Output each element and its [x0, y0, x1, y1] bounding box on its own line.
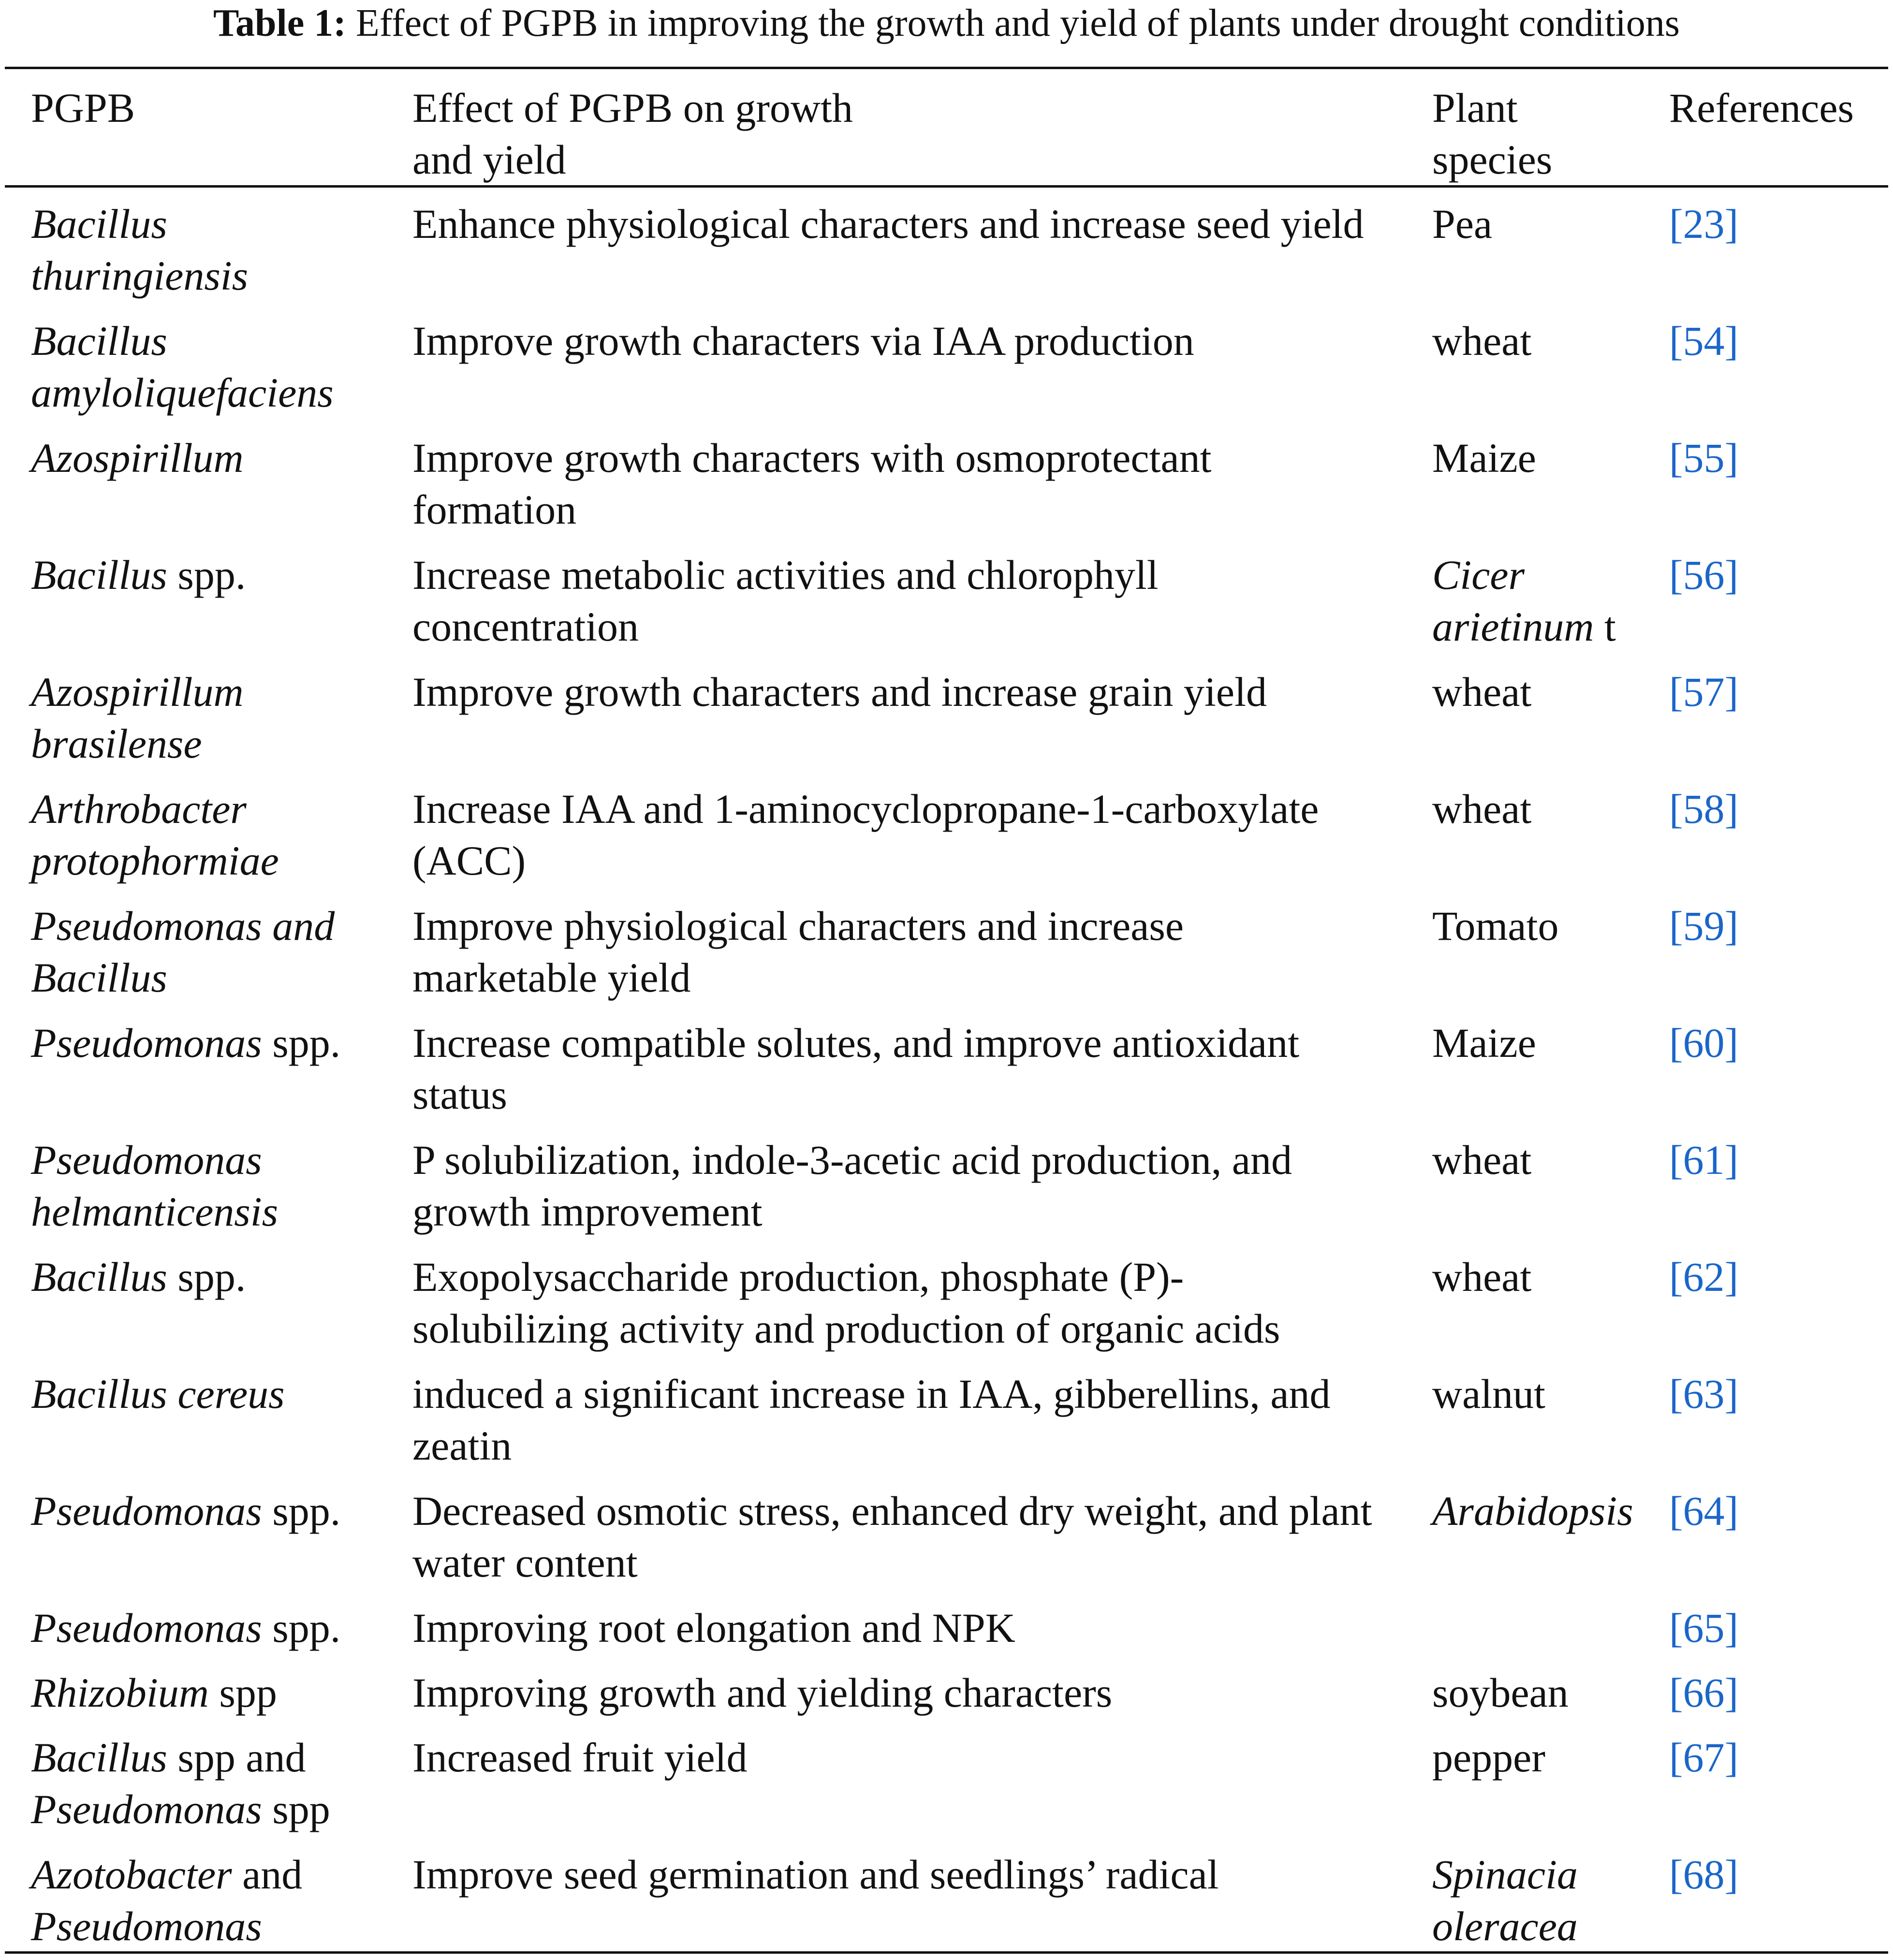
reference-link[interactable]: 56 — [1683, 552, 1725, 598]
cell-plant-species — [1432, 1849, 1669, 1952]
ref-close-bracket: ] — [1724, 435, 1739, 481]
cell-reference — [1669, 1251, 1882, 1303]
reference-link[interactable]: 66 — [1683, 1669, 1725, 1716]
table-caption-text: Effect of PGPB in improving the growth and yield of plants under drought conditions — [355, 2, 1680, 44]
cell-pgpb — [31, 1732, 398, 1835]
cell-plant-species — [1432, 1732, 1669, 1784]
text-segment: Pseudomonas — [31, 1488, 262, 1534]
ref-close-bracket: ] — [1724, 1137, 1739, 1183]
reference-link[interactable]: 58 — [1683, 786, 1725, 832]
text-line: Increase compatible solutes, and improve antioxidant — [412, 1020, 1300, 1066]
cell-effect — [412, 1485, 1433, 1589]
text-segment: wheat — [1432, 318, 1532, 364]
cell-reference — [1669, 198, 1882, 250]
ref-open-bracket: [ — [1669, 903, 1683, 949]
cell-pgpb — [31, 1368, 398, 1420]
text-segment: Bacillus — [31, 954, 167, 1001]
text-segment: oleracea — [1432, 1903, 1578, 1949]
cell-reference — [1669, 1368, 1882, 1420]
ref-open-bracket: [ — [1669, 1851, 1683, 1898]
text-line: Improve growth characters with osmoprotectant — [412, 435, 1212, 481]
text-line: Improving root elongation and NPK — [412, 1605, 1015, 1651]
header-species-line1: Plant — [1432, 85, 1518, 131]
ref-open-bracket: [ — [1669, 552, 1683, 598]
cell-plant-species — [1432, 783, 1669, 835]
cell-effect — [412, 1134, 1433, 1238]
cell-effect — [412, 1667, 1433, 1719]
text-segment: t — [1594, 603, 1616, 650]
reference-link[interactable]: 68 — [1683, 1851, 1725, 1898]
cell-pgpb — [31, 1134, 398, 1238]
reference-link[interactable]: 59 — [1683, 903, 1725, 949]
ref-open-bracket: [ — [1669, 669, 1683, 715]
text-line: Exopolysaccharide production, phosphate (P)- — [412, 1254, 1184, 1300]
text-segment: arietinum — [1432, 603, 1594, 650]
text-line: growth improvement — [412, 1188, 763, 1235]
text-segment: soybean — [1432, 1669, 1569, 1716]
cell-pgpb — [31, 549, 398, 601]
text-line: Increased fruit yield — [412, 1734, 748, 1781]
text-segment: protophormiae — [31, 837, 279, 884]
text-segment: pepper — [1432, 1734, 1545, 1781]
ref-open-bracket: [ — [1669, 1605, 1683, 1651]
cell-plant-species — [1432, 549, 1669, 653]
cell-plant-species — [1432, 1017, 1669, 1069]
cell-reference — [1669, 900, 1882, 952]
cell-plant-species — [1432, 1134, 1669, 1186]
table-bottom-rule — [5, 1951, 1888, 1954]
text-line: formation — [412, 486, 577, 533]
text-segment: Spinacia — [1432, 1851, 1578, 1898]
cell-reference — [1669, 549, 1882, 601]
ref-close-bracket: ] — [1724, 1020, 1739, 1066]
reference-link[interactable]: 54 — [1683, 318, 1725, 364]
reference-link[interactable]: 23 — [1683, 201, 1725, 247]
text-line: induced a significant increase in IAA, gibberellins, and — [412, 1371, 1331, 1417]
cell-plant-species — [1432, 432, 1669, 484]
cell-effect — [412, 1251, 1433, 1355]
text-segment: helmanticensis — [31, 1188, 279, 1235]
reference-link[interactable]: 62 — [1683, 1254, 1725, 1300]
reference-link[interactable]: 55 — [1683, 435, 1725, 481]
ref-close-bracket: ] — [1724, 1669, 1739, 1716]
text-line: Improve growth characters and increase grain yield — [412, 669, 1267, 715]
cell-effect — [412, 1849, 1433, 1901]
ref-close-bracket: ] — [1724, 552, 1739, 598]
cell-pgpb — [31, 1017, 398, 1069]
text-segment: Bacillus — [31, 1254, 167, 1300]
text-segment: Rhizobium — [31, 1669, 209, 1716]
ref-close-bracket: ] — [1724, 1371, 1739, 1417]
cell-pgpb — [31, 432, 398, 484]
text-line: concentration — [412, 603, 639, 650]
header-references-label: References — [1669, 85, 1854, 131]
text-segment: spp. — [167, 552, 246, 598]
cell-reference — [1669, 1485, 1882, 1537]
cell-effect — [412, 315, 1433, 367]
text-line: Improve seed germination and seedlings’ radical — [412, 1851, 1219, 1898]
cell-plant-species — [1432, 1368, 1669, 1420]
cell-pgpb — [31, 1485, 398, 1537]
text-segment: Arabidopsis — [1432, 1488, 1633, 1534]
text-segment: Pseudomonas and — [31, 903, 335, 949]
ref-open-bracket: [ — [1669, 435, 1683, 481]
text-segment: Pseudomonas — [31, 1903, 262, 1949]
table-caption-label: Table 1: — [213, 2, 346, 44]
cell-plant-species — [1432, 1667, 1669, 1719]
text-segment: spp. — [262, 1605, 341, 1651]
cell-effect — [412, 666, 1433, 718]
cell-effect — [412, 549, 1433, 653]
text-segment: Bacillus cereus — [31, 1371, 285, 1417]
ref-open-bracket: [ — [1669, 318, 1683, 364]
cell-pgpb — [31, 1667, 398, 1719]
text-line: Decreased osmotic stress, enhanced dry weight, and plant — [412, 1488, 1372, 1534]
cell-effect — [412, 1732, 1433, 1784]
cell-plant-species — [1432, 900, 1669, 952]
cell-reference — [1669, 1017, 1882, 1069]
text-segment: brasilense — [31, 720, 202, 767]
text-line: Improving growth and yielding characters — [412, 1669, 1113, 1716]
cell-reference — [1669, 666, 1882, 718]
cell-reference — [1669, 1667, 1882, 1719]
header-species — [1432, 82, 1669, 186]
header-effect-line2: and yield — [412, 136, 566, 183]
text-segment: spp. — [167, 1254, 246, 1300]
cell-effect — [412, 900, 1433, 1004]
ref-open-bracket: [ — [1669, 1488, 1683, 1534]
ref-open-bracket: [ — [1669, 1371, 1683, 1417]
cell-reference — [1669, 783, 1882, 835]
header-effect — [412, 82, 1433, 186]
cell-pgpb — [31, 1849, 398, 1952]
text-segment: Pseudomonas — [31, 1605, 262, 1651]
text-segment: spp — [208, 1669, 277, 1716]
cell-plant-species — [1432, 1485, 1669, 1537]
text-segment: wheat — [1432, 786, 1532, 832]
cell-plant-species — [1432, 1251, 1669, 1303]
ref-close-bracket: ] — [1724, 1254, 1739, 1300]
text-line: status — [412, 1071, 507, 1118]
reference-link[interactable]: 65 — [1683, 1605, 1725, 1651]
reference-link[interactable]: 64 — [1683, 1488, 1725, 1534]
header-pgpb — [31, 82, 398, 134]
cell-pgpb — [31, 1602, 398, 1654]
ref-open-bracket: [ — [1669, 1669, 1683, 1716]
cell-reference — [1669, 1602, 1882, 1654]
ref-close-bracket: ] — [1724, 786, 1739, 832]
cell-effect — [412, 1602, 1433, 1654]
ref-open-bracket: [ — [1669, 1020, 1683, 1066]
cell-reference — [1669, 1849, 1882, 1901]
text-segment: amyloliquefaciens — [31, 369, 334, 416]
text-segment: Azotobacter — [31, 1851, 232, 1898]
ref-open-bracket: [ — [1669, 1137, 1683, 1183]
table-header — [0, 82, 1893, 189]
text-line: water content — [412, 1539, 638, 1586]
header-references — [1669, 82, 1882, 134]
text-line: Increase metabolic activities and chlorophyll — [412, 552, 1159, 598]
cell-pgpb — [31, 315, 398, 419]
text-segment: Bacillus — [31, 552, 167, 598]
cell-pgpb — [31, 666, 398, 770]
text-line: (ACC) — [412, 837, 526, 884]
cell-reference — [1669, 315, 1882, 367]
cell-plant-species — [1432, 198, 1669, 250]
text-segment: thuringiensis — [31, 252, 249, 299]
text-segment: wheat — [1432, 1254, 1532, 1300]
cell-effect — [412, 198, 1433, 250]
text-segment: spp — [262, 1786, 330, 1832]
cell-plant-species — [1432, 666, 1669, 718]
text-line: zeatin — [412, 1422, 512, 1469]
text-line: marketable yield — [412, 954, 691, 1001]
ref-close-bracket: ] — [1724, 669, 1739, 715]
text-segment: spp and — [167, 1734, 306, 1781]
text-segment: Maize — [1432, 1020, 1536, 1066]
header-pgpb-label: PGPB — [31, 85, 135, 131]
cell-reference — [1669, 1134, 1882, 1186]
cell-effect — [412, 432, 1433, 536]
ref-open-bracket: [ — [1669, 201, 1683, 247]
header-effect-line1: Effect of PGPB on growth — [412, 85, 853, 131]
ref-close-bracket: ] — [1724, 1488, 1739, 1534]
text-line: solubilizing activity and production of organic acids — [412, 1305, 1280, 1352]
cell-effect — [412, 1017, 1433, 1121]
text-segment: wheat — [1432, 1137, 1532, 1183]
ref-close-bracket: ] — [1724, 1605, 1739, 1651]
ref-close-bracket: ] — [1724, 1851, 1739, 1898]
ref-open-bracket: [ — [1669, 1254, 1683, 1300]
text-line: Improve growth characters via IAA production — [412, 318, 1194, 364]
ref-close-bracket: ] — [1724, 1734, 1739, 1781]
text-line: Increase IAA and 1-aminocyclopropane-1-carboxylate — [412, 786, 1319, 832]
cell-plant-species — [1432, 315, 1669, 367]
ref-open-bracket: [ — [1669, 786, 1683, 832]
text-segment: walnut — [1432, 1371, 1546, 1417]
text-segment: and — [232, 1851, 303, 1898]
table-caption — [0, 0, 1893, 46]
header-species-line2: species — [1432, 136, 1553, 183]
cell-pgpb — [31, 1251, 398, 1303]
text-line: Improve physiological characters and increase — [412, 903, 1184, 949]
ref-close-bracket: ] — [1724, 903, 1739, 949]
text-segment: Arthrobacter — [31, 786, 247, 832]
ref-close-bracket: ] — [1724, 201, 1739, 247]
reference-link[interactable]: 57 — [1683, 669, 1725, 715]
cell-reference — [1669, 432, 1882, 484]
text-segment: Pseudomonas — [31, 1020, 262, 1066]
text-segment: wheat — [1432, 669, 1532, 715]
text-segment: spp. — [262, 1488, 341, 1534]
text-segment: Bacillus — [31, 201, 167, 247]
text-segment: Bacillus — [31, 1734, 167, 1781]
cell-effect — [412, 1368, 1433, 1472]
text-segment: Pea — [1432, 201, 1493, 247]
text-segment: Azospirillum — [31, 669, 244, 715]
text-segment: Bacillus — [31, 318, 167, 364]
text-segment: Pseudomonas — [31, 1137, 262, 1183]
ref-open-bracket: [ — [1669, 1734, 1683, 1781]
cell-pgpb — [31, 900, 398, 1004]
reference-link[interactable]: 60 — [1683, 1020, 1725, 1066]
cell-reference — [1669, 1732, 1882, 1784]
reference-link[interactable]: 67 — [1683, 1734, 1725, 1781]
cell-pgpb — [31, 783, 398, 887]
reference-link[interactable]: 61 — [1683, 1137, 1725, 1183]
text-line: Enhance physiological characters and increase seed yield — [412, 201, 1364, 247]
text-segment: Cicer — [1432, 552, 1525, 598]
text-segment: spp. — [262, 1020, 341, 1066]
text-line: P solubilization, indole-3-acetic acid production, and — [412, 1137, 1292, 1183]
text-segment: Pseudomonas — [31, 1786, 262, 1832]
reference-link[interactable]: 63 — [1683, 1371, 1725, 1417]
text-segment: Maize — [1432, 435, 1536, 481]
cell-pgpb — [31, 198, 398, 302]
table-top-rule — [5, 67, 1888, 69]
text-segment: Azospirillum — [31, 435, 244, 481]
ref-close-bracket: ] — [1724, 318, 1739, 364]
cell-effect — [412, 783, 1433, 887]
text-segment: Tomato — [1432, 903, 1559, 949]
table-header-rule — [5, 185, 1888, 188]
